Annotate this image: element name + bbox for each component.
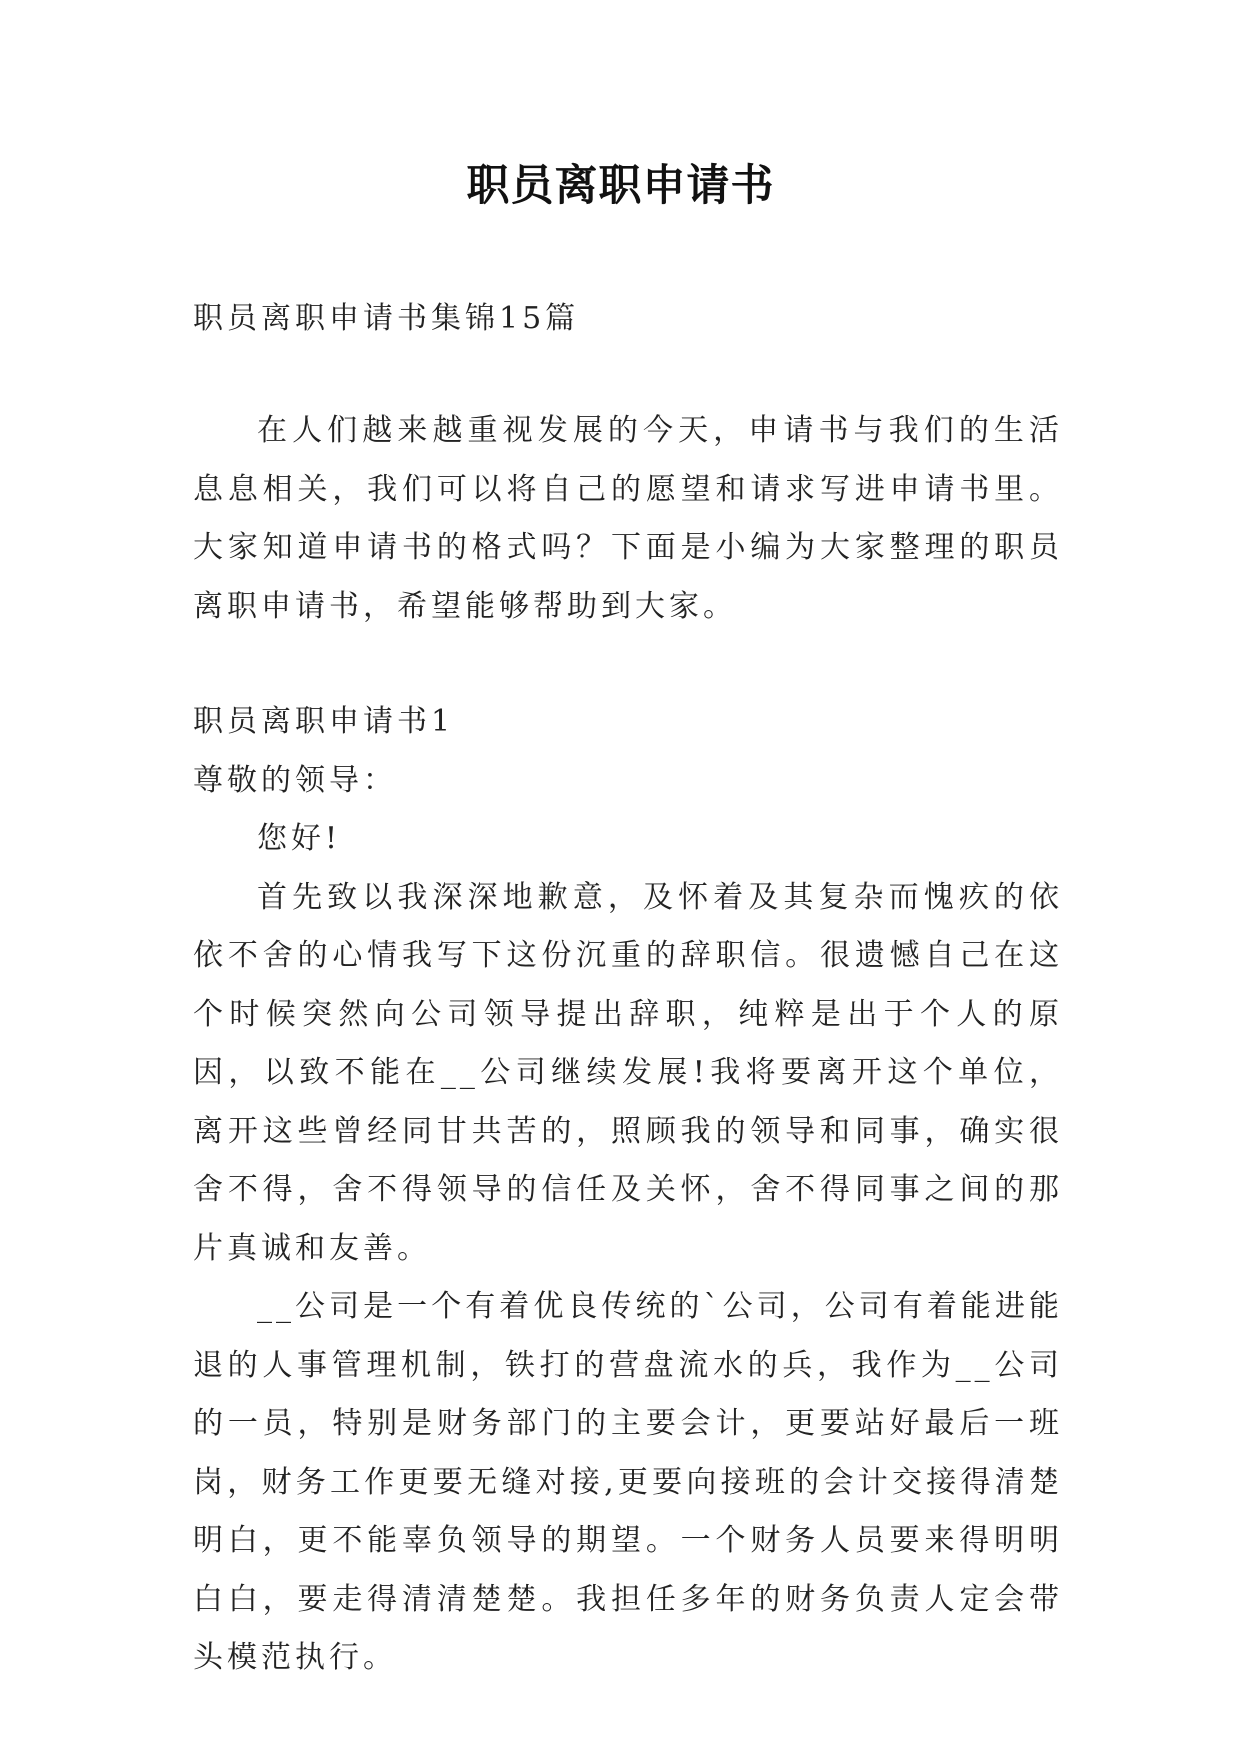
letter-section <box>193 693 1063 1688</box>
document-title: 职员离职申请书 <box>466 161 775 211</box>
subtitle-text: 职员离职申请书集锦15篇 <box>193 301 580 336</box>
letter-heading: 职员离职申请书1 <box>193 704 455 739</box>
letter-paragraph: 首先致以我深深地歉意，及怀着及其复杂而愧疚的依依不舍的心情我写下这份沉重的辞职信。很遗憾自己在这个时候突然向公司领导提出辞职，纯粹是出于个人的原因，以致不能在__公司继续发展!我将要离开这个单位，离开这些曾经同甘共苦的，照顾我的领导和同事，确实很舍不得，舍不得领导的信任及关怀，舍不得同事之间的那片真诚和友善。 <box>193 879 1063 1266</box>
letter-greeting: 您好! <box>257 821 342 856</box>
letter-paragraph: __公司是一个有着优良传统的`公司，公司有着能进能退的人事管理机制，铁打的营盘流水的兵，我作为__公司的一员，特别是财务部门的主要会计，更要站好最后一班岗，财务工作更要无缝对接,更要向接班的会计交接得清楚明白，更不能辜负领导的期望。一个财务人员要来得明明白白，要走得清清楚楚。我担任多年的财务负责人定会带头模范执行。 <box>193 1289 1063 1675</box>
document-subtitle <box>193 290 1063 349</box>
letter-salutation: 尊敬的领导： <box>193 762 397 798</box>
intro-paragraph: 在人们越来越重视发展的今天，申请书与我们的生活息息相关，我们可以将自己的愿望和请求写进申请书里。大家知道申请书的格式吗？下面是小编为大家整理的职员离职申请书，希望能够帮助到大家。 <box>193 413 1063 624</box>
intro-section <box>193 402 1063 636</box>
